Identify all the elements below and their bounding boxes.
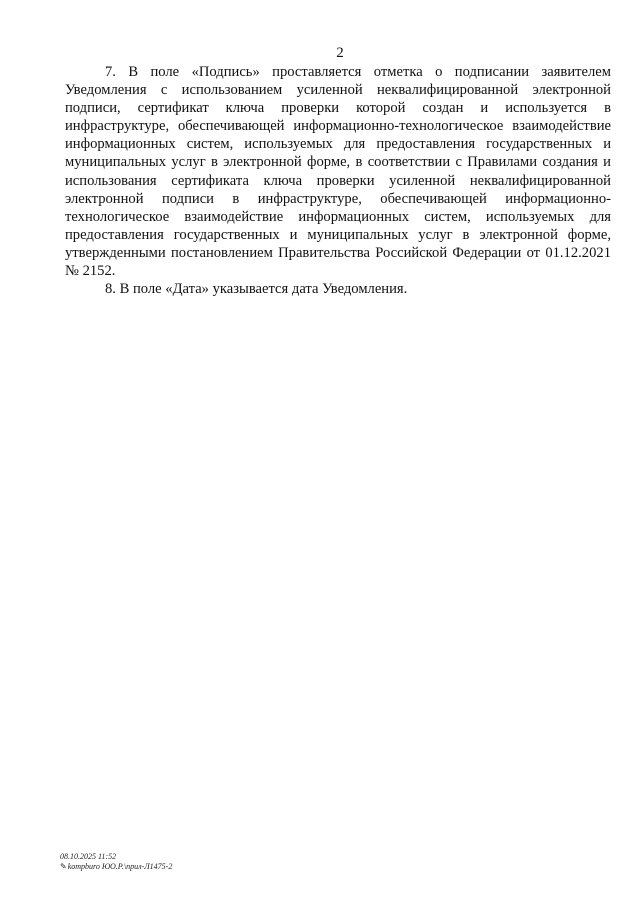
footer-timestamp: 08.10.2025 11:52	[60, 852, 117, 861]
paragraph-item-7: 7. В поле «Подпись» проставляется отметка о подписании заявителем Уведомления с использованием усиленной неквалифицированной электронной подписи, сертификат ключа проверки которой создан и используется в инфраструктуре, обеспечивающей информационно-технологическое взаимодействие информационных систем, используемых для предоставления государственных и муниципальных услуг в электронной форме, в соответствии с Правилами создания и использования сертификата ключа проверки усиленной неквалифицированной электронной подписи в инфраструктуре, обеспечивающей информационно-технологическое взаимодействие информационных систем, используемых для предоставления государственных и муниципальных услуг в электронной форме, утвержденными постановлением Правительства Российской Федерации от 01.12.2021 № 2152.	[65, 64, 611, 280]
footer-file-ref: kompburo ЮО.Р.\прил-Л1475-2	[67, 862, 173, 871]
document-body	[65, 63, 611, 298]
footer-stamp	[60, 852, 172, 872]
pen-icon: ✎	[60, 862, 67, 871]
paragraph-item-8: 8. В поле «Дата» указывается дата Уведомления.	[105, 281, 408, 298]
footer-file-line	[60, 862, 172, 872]
page-number: 2	[336, 45, 344, 61]
